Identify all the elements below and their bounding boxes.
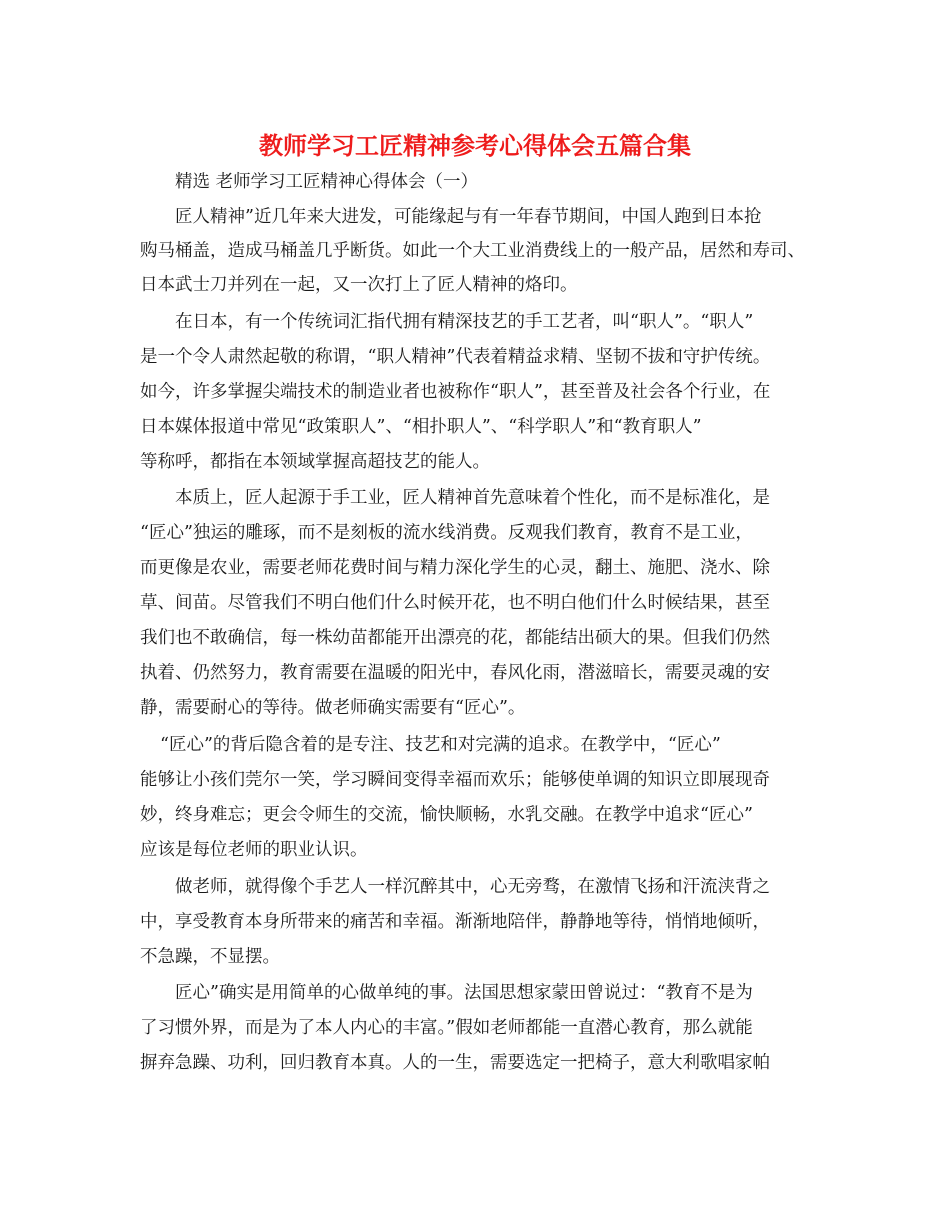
text-line: 等称呼，都指在本领域掌握高超技艺的能人。 <box>140 452 490 472</box>
text-line: 应该是每位老师的职业认识。 <box>140 840 368 860</box>
text-line: 购马桶盖，造成马桶盖几乎断货。如此一个大工业消费线上的一般产品，居然和寿司、 <box>140 241 805 261</box>
text-line: 日本武士刀并列在一起，又一次打上了匠人精神的烙印。 <box>140 275 578 295</box>
text-line: 如今，许多掌握尖端技术的制造业者也被称作“职人”，甚至普及社会各个行业，在 <box>140 382 771 402</box>
text-line: 我们也不敢确信，每一株幼苗都能开出漂亮的花，都能结出硕大的果。但我们仍然 <box>140 628 770 648</box>
text-line: 是一个令人肃然起敬的称谓，“职人精神”代表着精益求精、坚韧不拔和守护传统。 <box>140 347 771 367</box>
text-line: 执着、仍然努力，教育需要在温暖的阳光中，春风化雨，潜滋暗长，需要灵魂的安 <box>140 663 770 683</box>
text-line: 日本媒体报道中常见“政策职人”、“相扑职人”、“科学职人”和“教育职人” <box>140 417 702 437</box>
text-line: 摒弃急躁、功利，回归教育本真。人的一生，需要选定一把椅子，意大利歌唱家帕 <box>140 1053 770 1073</box>
text-line: 而更像是农业，需要老师花费时间与精力深化学生的心灵，翻土、施肥、浇水、除 <box>140 558 770 578</box>
text-line: 匠心”确实是用简单的心做单纯的事。法国思想家蒙田曾说过：“教育不是为 <box>175 983 753 1003</box>
text-line: 中，享受教育本身所带来的痛苦和幸福。渐渐地陪伴，静静地等待，悄悄地倾听， <box>140 912 770 932</box>
text-line: “匠心”的背后隐含着的是专注、技艺和对完满的追求。在教学中，“匠心” <box>160 735 721 755</box>
text-line: 静，需要耐心的等待。做老师确实需要有“匠心”。 <box>140 698 526 718</box>
text-line: 草、间苗。尽管我们不明白他们什么时候开花，也不明白他们什么时候结果，甚至 <box>140 593 770 613</box>
text-line: 不急躁，不显摆。 <box>140 947 280 967</box>
text-line: “匠心”独运的雕琢，而不是刻板的流水线消费。反观我们教育，教育不是工业， <box>140 523 753 543</box>
text-line: 做老师，就得像个手艺人一样沉醉其中，心无旁骛，在激情飞扬和汗流浃背之 <box>175 877 770 897</box>
document-title: 教师学习工匠精神参考心得体会五篇合集 <box>259 132 691 160</box>
text-line: 能够让小孩们莞尔一笑，学习瞬间变得幸福而欢乐；能够使单调的知识立即展现奇 <box>140 770 770 790</box>
text-line: 了习惯外界，而是为了本人内心的丰富。”假如老师都能一直潜心教育，那么就能 <box>140 1018 753 1038</box>
text-line: 在日本，有一个传统词汇指代拥有精深技艺的手工艺者，叫“职人”。“职人” <box>175 312 754 332</box>
text-line: 本质上，匠人起源于手工业，匠人精神首先意味着个性化，而不是标准化，是 <box>175 488 770 508</box>
subtitle-line: 精选 老师学习工匠精神心得体会（一） <box>175 172 479 192</box>
text-line: 妙，终身难忘；更会令师生的交流，愉快顺畅，水乳交融。在教学中追求“匠心” <box>140 805 753 825</box>
text-line: 匠人精神”近几年来大进发，可能缘起与有一年春节期间，中国人跑到日本抢 <box>175 207 762 227</box>
